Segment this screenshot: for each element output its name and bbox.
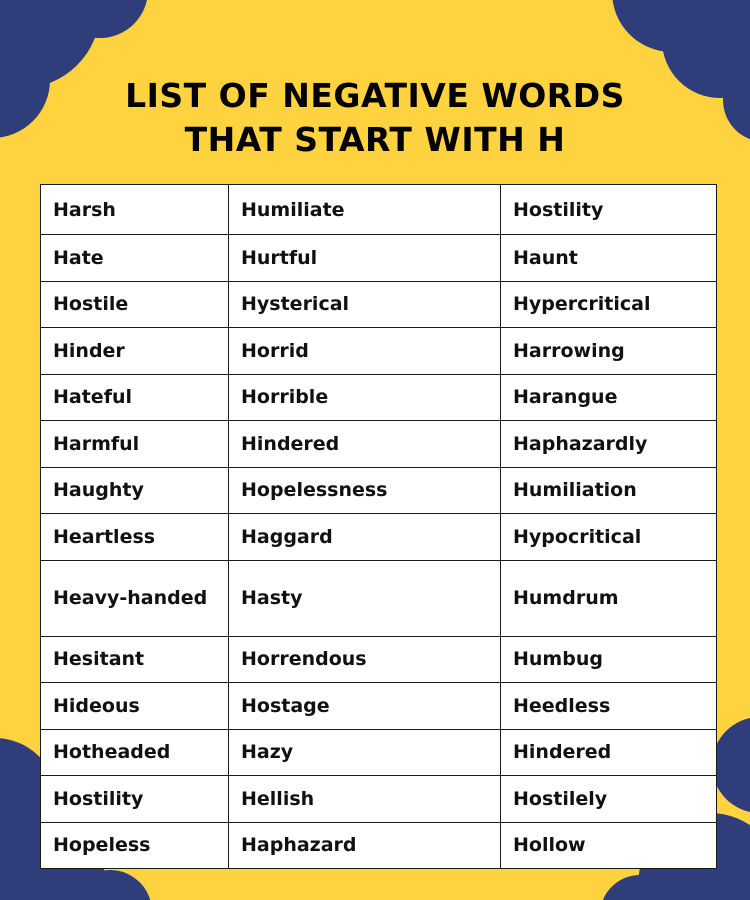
word-cell: Hypocritical <box>501 514 717 561</box>
word-cell: Hasty <box>229 560 501 636</box>
table-row <box>41 328 717 375</box>
word-cell: Hostile <box>41 281 229 328</box>
table-row <box>41 235 717 282</box>
word-cell: Haggard <box>229 514 501 561</box>
table-row <box>41 514 717 561</box>
word-cell: Hellish <box>229 776 501 823</box>
word-table <box>40 184 717 869</box>
word-cell: Hideous <box>41 683 229 730</box>
word-cell: Heartless <box>41 514 229 561</box>
table-row <box>41 729 717 776</box>
table-row <box>41 822 717 869</box>
word-cell: Hopeless <box>41 822 229 869</box>
word-cell: Haunt <box>501 235 717 282</box>
word-cell: Haphazard <box>229 822 501 869</box>
table-row <box>41 467 717 514</box>
word-cell: Hurtful <box>229 235 501 282</box>
page-title <box>0 74 750 162</box>
title-line-2: THAT START WITH H <box>184 120 566 159</box>
title-line-1: LIST OF NEGATIVE WORDS <box>125 76 625 115</box>
word-cell: Hateful <box>41 374 229 421</box>
word-cell: Humdrum <box>501 560 717 636</box>
word-table-body <box>41 185 717 869</box>
word-cell: Hindered <box>229 421 501 468</box>
word-cell: Harrowing <box>501 328 717 375</box>
word-cell: Haughty <box>41 467 229 514</box>
word-cell: Horrendous <box>229 636 501 683</box>
word-cell: Hate <box>41 235 229 282</box>
word-cell: Hazy <box>229 729 501 776</box>
table-row <box>41 776 717 823</box>
word-cell: Horrible <box>229 374 501 421</box>
cloud-bottom-right-1 <box>712 717 750 813</box>
word-cell: Hindered <box>501 729 717 776</box>
word-cell: Hostage <box>229 683 501 730</box>
word-cell: Harsh <box>41 185 229 235</box>
word-cell: Hinder <box>41 328 229 375</box>
word-cell: Humiliate <box>229 185 501 235</box>
table-row <box>41 560 717 636</box>
word-cell: Humbug <box>501 636 717 683</box>
word-cell: Hollow <box>501 822 717 869</box>
table-row <box>41 421 717 468</box>
table-row <box>41 636 717 683</box>
word-cell: Humiliation <box>501 467 717 514</box>
word-cell: Haphazardly <box>501 421 717 468</box>
table-row <box>41 185 717 235</box>
table-row <box>41 374 717 421</box>
word-cell: Horrid <box>229 328 501 375</box>
word-cell: Hesitant <box>41 636 229 683</box>
word-cell: Hypercritical <box>501 281 717 328</box>
table-row <box>41 683 717 730</box>
word-cell: Hostilely <box>501 776 717 823</box>
word-cell: Heedless <box>501 683 717 730</box>
word-cell: Hostility <box>41 776 229 823</box>
word-cell: Harmful <box>41 421 229 468</box>
word-cell: Hopelessness <box>229 467 501 514</box>
word-cell: Heavy-handed <box>41 560 229 636</box>
word-cell: Harangue <box>501 374 717 421</box>
word-cell: Hostility <box>501 185 717 235</box>
table-row <box>41 281 717 328</box>
word-cell: Hotheaded <box>41 729 229 776</box>
word-cell: Hysterical <box>229 281 501 328</box>
